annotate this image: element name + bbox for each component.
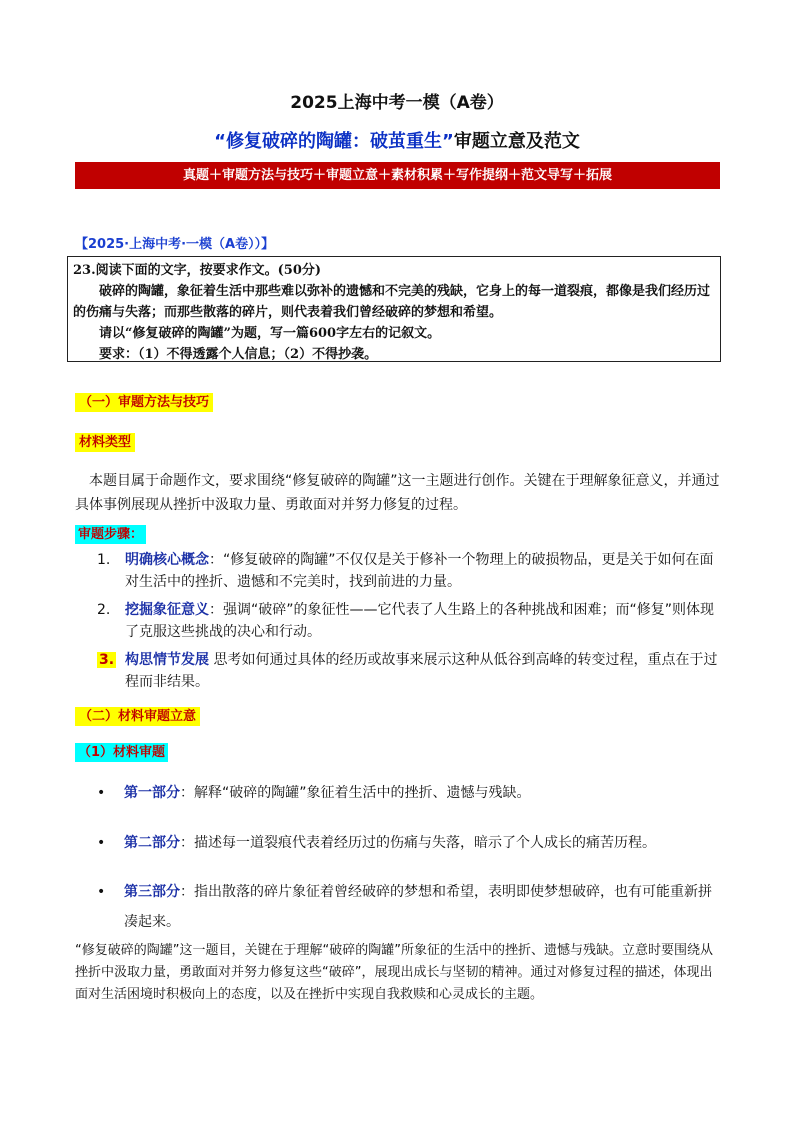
source-label: 【2025·上海中考·一模（A卷））】 <box>75 237 275 252</box>
bullet-item <box>97 778 720 808</box>
subtitle-theme: “修复破碎的陶罐：破茧重生” <box>214 131 454 152</box>
bullet-dot-icon: • <box>97 835 106 851</box>
bullet-key: 第三部分 <box>124 884 180 900</box>
bullet-dot-icon: • <box>97 785 106 801</box>
step-number: 3. <box>99 652 115 668</box>
material-type-label <box>75 431 135 450</box>
step-text: 思考如何通过具体的经历或故事来展示这种从低谷到高峰的转变过程，重点在于过程而非结果。 <box>125 652 718 690</box>
step-item <box>97 649 720 693</box>
bullet-dot-icon: • <box>97 884 106 900</box>
steps-label <box>75 523 146 542</box>
paragraph-key: 命题作文 <box>159 473 215 489</box>
section-1-heading-text: （一）审题方法与技巧 <box>75 393 213 412</box>
material-type-label-text: 材料类型 <box>75 433 135 452</box>
prompt-line-3: 请以“修复破碎的陶罐”为题，写一篇600字左右的记叙文。 <box>99 326 441 341</box>
step-key: 明确核心概念 <box>125 552 209 568</box>
section-2-heading <box>75 705 200 724</box>
step-text: ：强调“破碎”的象征性——它代表了人生路上的各种挑战和困难；而“修复”则体现了克服这些挑战的决心和行动。 <box>125 602 715 640</box>
step-number: 1. <box>97 552 111 568</box>
material-analysis-heading <box>75 741 168 760</box>
bullet-text: ：指出散落的碎片象征着曾经破碎的梦想和希望，表明即使梦想破碎，也有可能重新拼凑起来。 <box>124 884 712 930</box>
prompt-line-2: 破碎的陶罐，象征着生活中那些难以弥补的遗憾和不完美的残缺，它身上的每一道裂痕，都像是我们经历过的伤痛与失落；而那些散落的碎片，则代表着我们曾经破碎的梦想和希望。 <box>73 284 711 320</box>
page-subtitle <box>0 127 794 153</box>
step-item <box>97 599 720 643</box>
prompt-line-1: 23.阅读下面的文字，按要求作文。(50分) <box>73 263 322 278</box>
step-number: 2. <box>97 602 111 618</box>
bullet-key: 第一部分 <box>124 785 180 801</box>
steps-label-text: 审题步骤： <box>75 525 146 544</box>
summary-paragraph: “修复破碎的陶罐”这一题目，关键在于理解“破碎的陶罐”所象征的生活中的挫折、遗憾与残缺。立意时要围绕从挫折中汲取力量，勇敢面对并努力修复这些“破碎”，展现出成长与坚韧的精神。通过对修复过程的描述，体现出面对生活困境时积极向上的态度，以及在挫折中实现自我救赎和心灵成长的主题。 <box>75 943 713 1002</box>
paragraph-pre: 本题目属于 <box>89 473 159 489</box>
step-text: ：“修复破碎的陶罐”不仅仅是关于修补一个物理上的破损物品，更是关于如何在面对生活中的挫折、遗憾和不完美时，找到前进的力量。 <box>125 552 714 590</box>
page-title: 2025上海中考一模（A卷） <box>290 93 504 113</box>
bullet-text: ：解释“破碎的陶罐”象征着生活中的挫折、遗憾与残缺。 <box>180 785 531 801</box>
bullet-key: 第二部分 <box>124 835 180 851</box>
bullet-item <box>97 828 720 858</box>
step-key: 挖掘象征意义 <box>125 602 209 618</box>
contents-banner: 真题＋审题方法与技巧＋审题立意＋素材积累＋写作提纲＋范文导写＋拓展 <box>75 162 720 189</box>
subtitle-suffix: 审题立意及范文 <box>453 131 580 152</box>
bullet-item <box>97 877 720 937</box>
material-analysis-heading-text: （1）材料审题 <box>75 743 168 762</box>
exam-prompt-box <box>67 256 721 362</box>
step-key: 构思情节发展 <box>125 652 209 668</box>
section-2-heading-text: （二）材料审题立意 <box>75 707 200 726</box>
paragraph-post: ，要求围绕“修复破碎的陶罐”这一主题进行创作。关键在于理解象征意义，并通过具体事例展现从挫折中汲取力量、勇敢面对并努力修复的过程。 <box>75 473 720 513</box>
bullet-text: ：描述每一道裂痕代表着经历过的伤痛与失落，暗示了个人成长的痛苦历程。 <box>180 835 656 851</box>
material-type-paragraph <box>75 469 720 517</box>
prompt-line-4: 要求：（1）不得透露个人信息；（2）不得抄袭。 <box>99 347 378 362</box>
section-1-heading <box>75 391 243 410</box>
step-item <box>97 549 720 593</box>
